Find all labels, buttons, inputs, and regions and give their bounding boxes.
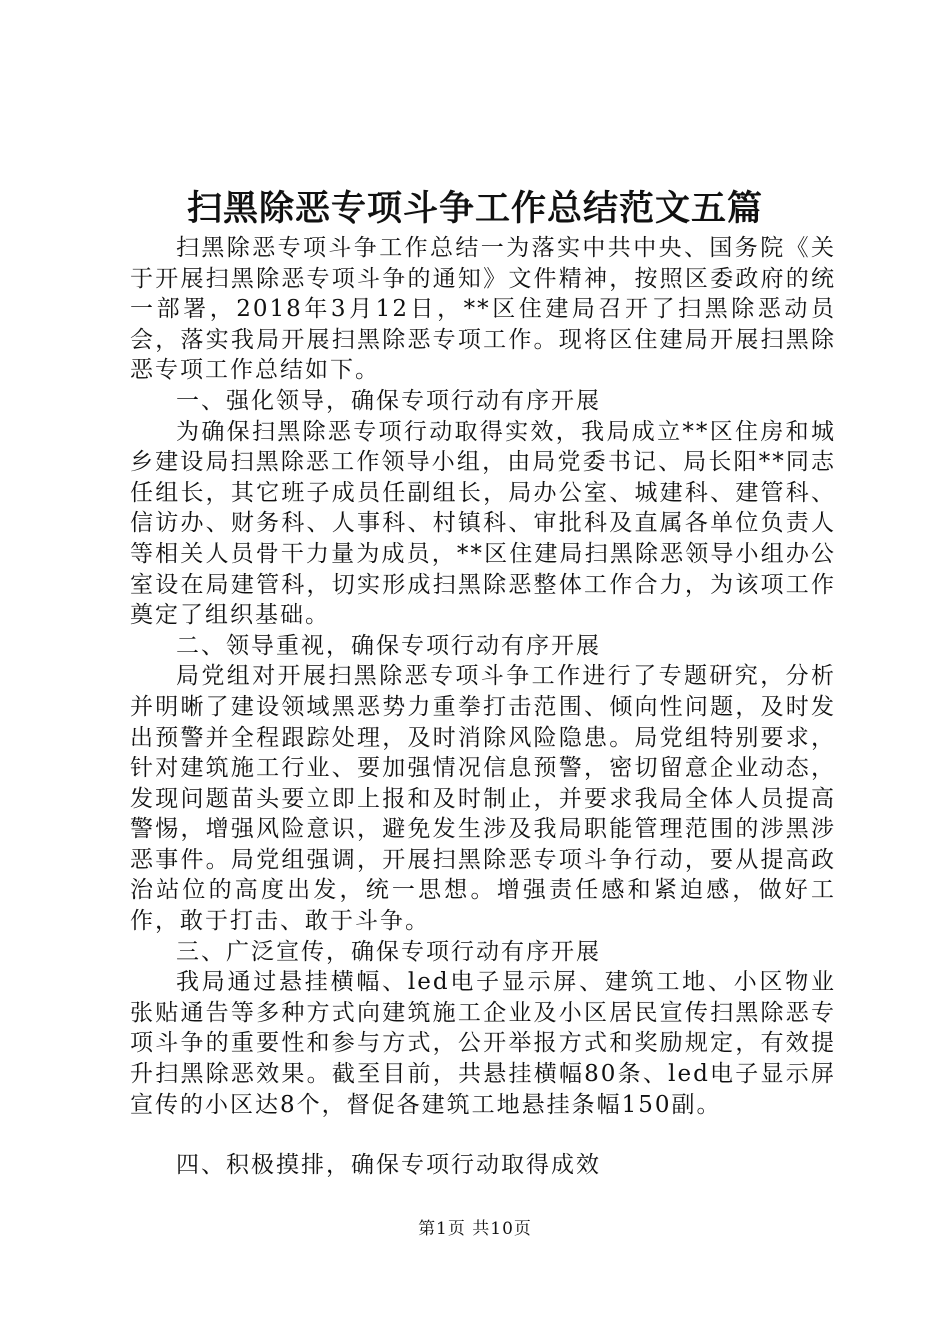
document-title: 扫黑除恶专项斗争工作总结范文五篇 bbox=[186, 188, 763, 229]
section-1-heading: 一、强化领导，确保专项行动有序开展 bbox=[176, 387, 601, 414]
section-1-paragraph: 为确保扫黑除恶专项行动取得实效，我局成立**区住房和城乡建设局扫黑除恶工作领导小组，由局党委书记、局长阳**同志任组长，其它班子成员任副组长，局办公室、城建科、建管科、信访办、财务科、人事科、村镇科、审批科及直属各单位负责人等相关人员骨干力量为成员，**区住建局扫黑除恶领导小组办公室设在局建管科，切实形成扫黑除恶整体工作合力，为该项工作奠定了组织基础。 bbox=[130, 418, 836, 629]
section-3-heading: 三、广泛宣传，确保专项行动有序开展 bbox=[176, 938, 601, 965]
section-3-paragraph: 我局通过悬挂横幅、led电子显示屏、建筑工地、小区物业张贴通告等多种方式向建筑施工企业及小区居民宣传扫黑除恶专项斗争的重要性和参与方式，公开举报方式和奖励规定，有效提升扫黑除恶效果。截至目前，共悬挂横幅80条、led电子显示屏宣传的小区达8个，督促各建筑工地悬挂条幅150副。 bbox=[130, 969, 836, 1118]
paragraph-spacer bbox=[130, 1120, 836, 1150]
page-footer: 第1页 共10页 bbox=[418, 1219, 532, 1239]
section-2-paragraph: 局党组对开展扫黑除恶专项斗争工作进行了专题研究，分析并明晰了建设领域黑恶势力重拳打击范围、倾向性问题，及时发出预警并全程跟踪处理，及时消除风险隐患。局党组特别要求，针对建筑施工行业、要加强情况信息预警，密切留意企业动态，发现问题苗头要立即上报和及时制止，并要求我局全体人员提高警惕，增强风险意识，避免发生涉及我局职能管理范围的涉黑涉恶事件。局党组强调，开展扫黑除恶专项斗争行动，要从提高政治站位的高度出发，统一思想。增强责任感和紧迫感，做好工作，敢于打击、敢于斗争。 bbox=[130, 663, 836, 935]
document-body bbox=[130, 233, 836, 1181]
section-2-heading: 二、领导重视，确保专项行动有序开展 bbox=[176, 632, 601, 659]
section-4-heading: 四、积极摸排，确保专项行动取得成效 bbox=[176, 1152, 601, 1179]
intro-paragraph: 扫黑除恶专项斗争工作总结一为落实中共中央、国务院《关于开展扫黑除恶专项斗争的通知》文件精神，按照区委政府的统一部署，2018年3月12日，**区住建局召开了扫黑除恶动员会，落实我局开展扫黑除恶专项工作。现将区住建局开展扫黑除恶专项工作总结如下。 bbox=[130, 235, 836, 384]
